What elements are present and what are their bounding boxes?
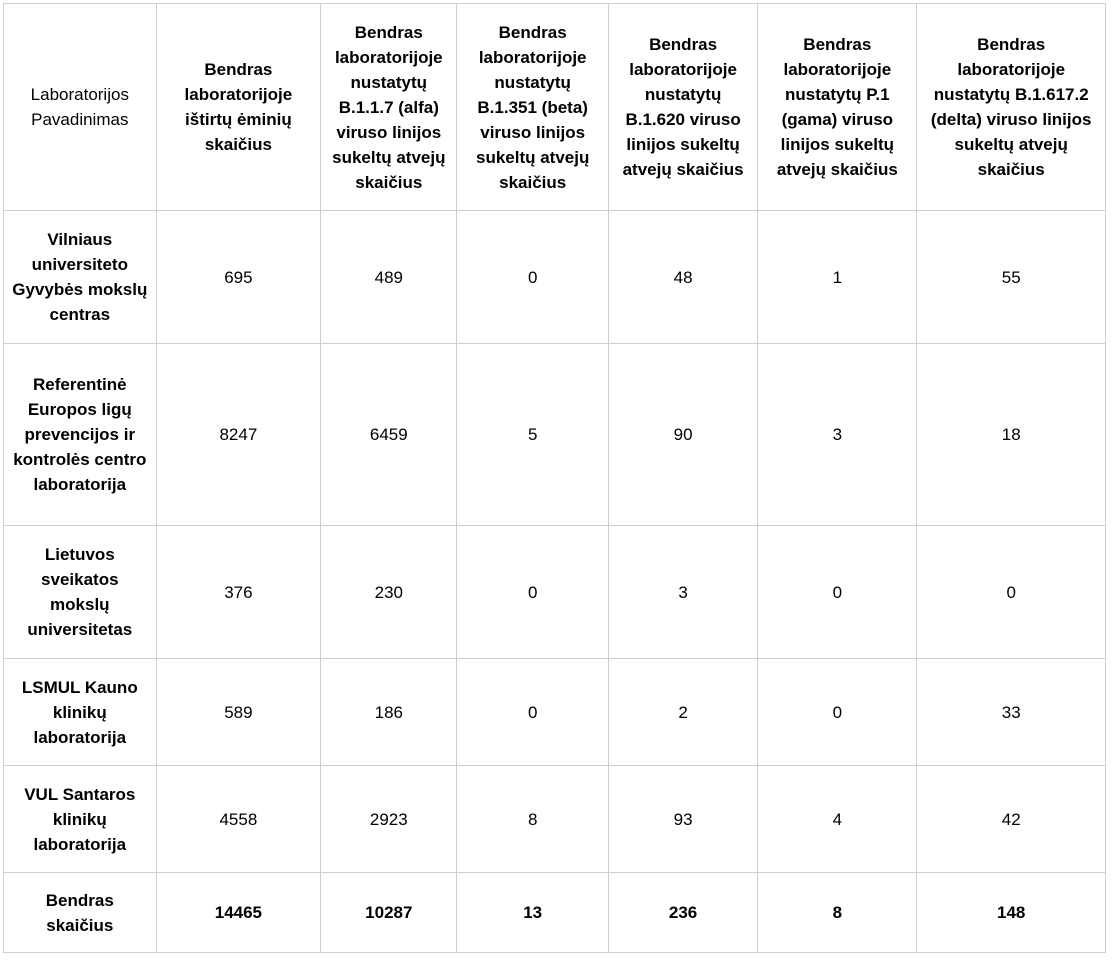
total-gamma: 8	[758, 873, 917, 953]
total-b1620: 236	[608, 873, 757, 953]
cell-b1620: 2	[608, 659, 757, 766]
cell-beta: 0	[457, 526, 609, 659]
header-gamma-cases: Bendras laboratorijoje nustatytų P.1 (gama) viruso linijos sukeltų atvejų skaičius	[758, 4, 917, 211]
cell-alpha: 230	[321, 526, 457, 659]
total-samples: 14465	[156, 873, 321, 953]
table-row	[4, 211, 1106, 344]
row-label: Referentinė Europos ligų prevencijos ir kontrolės centro laboratorija	[4, 344, 157, 526]
cell-total-samples: 8247	[156, 344, 321, 526]
table-wrapper	[3, 3, 1106, 953]
cell-b1620: 3	[608, 526, 757, 659]
header-alpha-cases: Bendras laboratorijoje nustatytų B.1.1.7 (alfa) viruso linijos sukeltų atvejų skaičius	[321, 4, 457, 211]
cell-beta: 0	[457, 659, 609, 766]
cell-b1620: 93	[608, 766, 757, 873]
cell-beta: 8	[457, 766, 609, 873]
table-row	[4, 344, 1106, 526]
cell-delta: 33	[917, 659, 1106, 766]
cell-gamma: 4	[758, 766, 917, 873]
cell-gamma: 0	[758, 526, 917, 659]
cell-total-samples: 695	[156, 211, 321, 344]
total-beta: 13	[457, 873, 609, 953]
header-delta-cases: Bendras laboratorijoje nustatytų B.1.617.2 (delta) viruso linijos sukeltų atvejų skaičius	[917, 4, 1106, 211]
total-row-label: Bendras skaičius	[4, 873, 157, 953]
row-label: LSMUL Kauno klinikų laboratorija	[4, 659, 157, 766]
cell-b1620: 90	[608, 344, 757, 526]
cell-gamma: 3	[758, 344, 917, 526]
header-total-samples: Bendras laboratorijoje ištirtų ėminių skaičius	[156, 4, 321, 211]
cell-total-samples: 589	[156, 659, 321, 766]
header-beta-cases: Bendras laboratorijoje nustatytų B.1.351 (beta) viruso linijos sukeltų atvejų skaičius	[457, 4, 609, 211]
cell-delta: 42	[917, 766, 1106, 873]
row-label: Lietuvos sveikatos mokslų universitetas	[4, 526, 157, 659]
cell-beta: 0	[457, 211, 609, 344]
total-delta: 148	[917, 873, 1106, 953]
total-alpha: 10287	[321, 873, 457, 953]
cell-gamma: 0	[758, 659, 917, 766]
cell-total-samples: 376	[156, 526, 321, 659]
total-row	[4, 873, 1106, 953]
cell-alpha: 489	[321, 211, 457, 344]
cell-total-samples: 4558	[156, 766, 321, 873]
cell-delta: 18	[917, 344, 1106, 526]
table-row	[4, 766, 1106, 873]
header-lab-name: Laboratorijos Pavadinimas	[4, 4, 157, 211]
row-label: VUL Santaros klinikų laboratorija	[4, 766, 157, 873]
cell-alpha: 186	[321, 659, 457, 766]
cell-delta: 0	[917, 526, 1106, 659]
cell-alpha: 2923	[321, 766, 457, 873]
table-row	[4, 526, 1106, 659]
cell-beta: 5	[457, 344, 609, 526]
cell-alpha: 6459	[321, 344, 457, 526]
header-row	[4, 4, 1106, 211]
cell-delta: 55	[917, 211, 1106, 344]
row-label: Vilniaus universiteto Gyvybės mokslų centras	[4, 211, 157, 344]
cell-b1620: 48	[608, 211, 757, 344]
header-b1620-cases: Bendras laboratorijoje nustatytų B.1.620 viruso linijos sukeltų atvejų skaičius	[608, 4, 757, 211]
cell-gamma: 1	[758, 211, 917, 344]
table-row	[4, 659, 1106, 766]
lab-variant-table	[3, 3, 1106, 953]
